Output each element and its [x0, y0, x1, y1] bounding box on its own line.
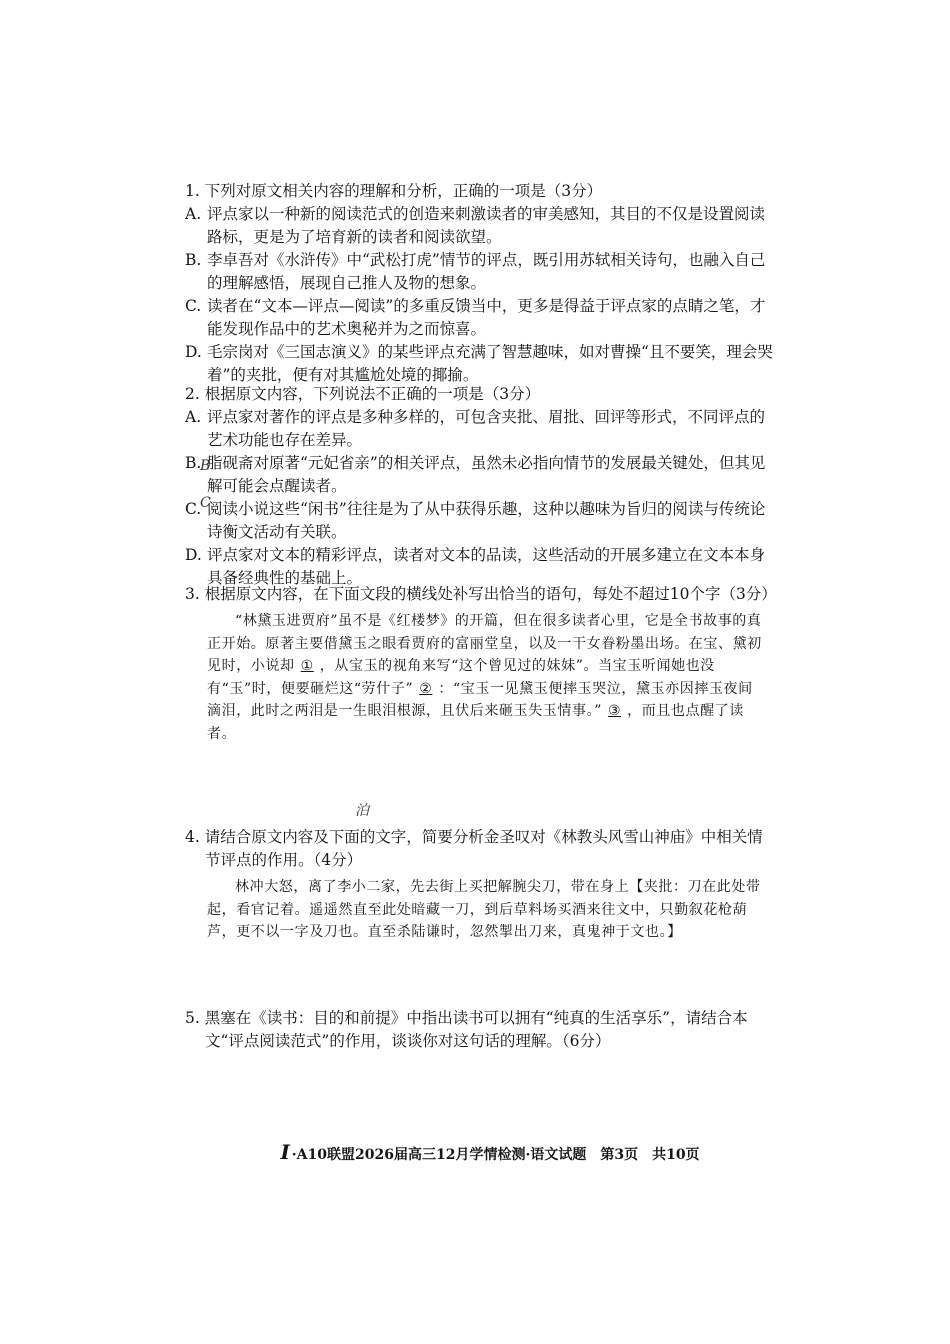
q1-option-a-text: 评点家以一种新的阅读范式的创造来刺激读者的审美感知，其目的不仅是设置阅读路标，更是为了培育新的读者和阅读欲望。 — [207, 205, 766, 246]
q3-blank-2: ② — [419, 680, 433, 697]
q3-para-2: ，从宝玉的视角来写“这个曾见过的妹妹”。当宝玉听闻她也没有“玉”时，便要砸烂这“劳什子” — [207, 658, 715, 697]
q2-option-a-text: 评点家对著作的评点是多种多样的，可包含夹批、眉批、回评等形式，不同评点的艺术功能也存在差异。 — [207, 408, 766, 449]
q4-passage — [185, 876, 763, 944]
q1-option-c-text: 读者在“文本—评点—阅读”的多重反馈当中，更多是得益于评点家的点睛之笔，才能发现作品中的艺术奥秘并为之而惊喜。 — [207, 297, 766, 338]
q3-blank-3: ③ — [607, 703, 622, 719]
question-2-stem: 2. 根据原文内容，下列说法不正确的一项是（3分） — [185, 385, 541, 403]
q2-option-b — [185, 452, 775, 498]
handwritten-mark-c: C — [200, 495, 211, 511]
q3-para-4: ，而且也点醒了读者。 — [207, 703, 744, 742]
question-4 — [185, 826, 775, 944]
brand-logo: I — [280, 1140, 290, 1164]
q1-option-d-label: D. — [185, 343, 202, 361]
footer-text: ·A10联盟2026届高三12月学情检测·语文试题 第3页 共10页 — [291, 1147, 700, 1163]
question-2 — [185, 383, 775, 590]
q2-option-b-text: 脂砚斋对原著“元妃省亲”的相关评点，虽然未必指向情节的发展最关键处，但其见解可能会点醒读者。 — [207, 454, 766, 495]
q4-passage-text: 林冲大怒，离了李小二家，先去街上买把解腕尖刀，带在身上【夹批：刀在此处带起，看官记着。遥遥然直至此处暗藏一刀，到后草料场买酒来往文中，只勤叙花枪葫芦，更不以一字及刀也。直至杀陆谦时，忽然掣出刀来，真鬼神于文也。】 — [207, 879, 761, 940]
q3-para-1: “林黛玉进贾府”虽不是《红楼梦》的开篇，但在很多读者心里，它是全书故事的真正开始。原著主要借黛玉之眼看贾府的富丽堂皇，以及一干女眷粉墨出场。在宝、黛初见时，小说却 — [207, 613, 762, 674]
q1-option-b — [185, 249, 775, 295]
question-5 — [185, 1007, 775, 1053]
question-3-stem: 3. 根据原文内容，在下面文段的横线处补写出恰当的语句，每处不超过10个字（3分） — [185, 585, 777, 603]
question-5-stem: 5. 黑塞在《读书：目的和前提》中指出读书可以拥有“纯真的生活享乐”，请结合本文“评点阅读范式”的作用，谈谈你对这句话的理解。（6分） — [185, 1009, 748, 1050]
q2-option-c — [185, 498, 775, 544]
q2-option-a — [185, 406, 775, 452]
handwritten-mark-b: B — [200, 458, 211, 474]
q1-option-c-label: C. — [185, 297, 202, 315]
q3-blank-1: ① — [300, 658, 314, 674]
q3-passage — [185, 610, 763, 745]
q3-para-3: ：“宝玉一见黛玉便摔玉哭泣，黛玉亦因摔玉夜间滴泪，此时之两泪是一生眼泪根源，且伏后来砸玉失玉情事。” — [207, 680, 753, 719]
question-3 — [185, 583, 775, 745]
q1-option-b-label: B. — [185, 251, 202, 269]
q2-option-a-label: A. — [185, 408, 202, 426]
q1-option-a — [185, 203, 775, 249]
q2-option-c-text: 阅读小说这些“闲书”往往是为了从中获得乐趣，这种以趣味为旨归的阅读与传统论诗衡文活动有关联。 — [207, 500, 766, 541]
q1-option-d-text: 毛宗岗对《三国志演义》的某些评点充满了智慧趣味，如对曹操“且不要笑，理会哭着”的夹批，便有对其尴尬处境的揶揄。 — [207, 343, 773, 384]
question-4-stem: 4. 请结合原文内容及下面的文字，简要分析金圣叹对《林教头风雪山神庙》中相关情节评点的作用。（4分） — [185, 828, 763, 869]
q2-option-d-label: D. — [185, 546, 202, 564]
q3-passage-text — [207, 610, 763, 745]
q2-option-c-label: C. — [185, 500, 202, 518]
q2-option-d-text: 评点家对文本的精彩评点，读者对文本的品读，这些活动的开展多建立在文本本身具备经典性的基础上。 — [207, 546, 766, 587]
q1-option-d — [185, 341, 775, 387]
q2-option-b-label: B. — [185, 454, 202, 472]
q1-option-a-label: A. — [185, 205, 202, 223]
question-1-stem: 1. 下列对原文相关内容的理解和分析，正确的一项是（3分） — [185, 182, 603, 200]
question-1 — [185, 180, 775, 387]
q1-option-c — [185, 295, 775, 341]
page-footer — [210, 1140, 770, 1164]
handwritten-note: 泊 — [355, 803, 369, 819]
q1-option-b-text: 李卓吾对《水浒传》中“武松打虎”情节的评点，既引用苏轼相关诗句，也融入自己的理解感悟，展现自己推人及物的想象。 — [207, 251, 766, 292]
